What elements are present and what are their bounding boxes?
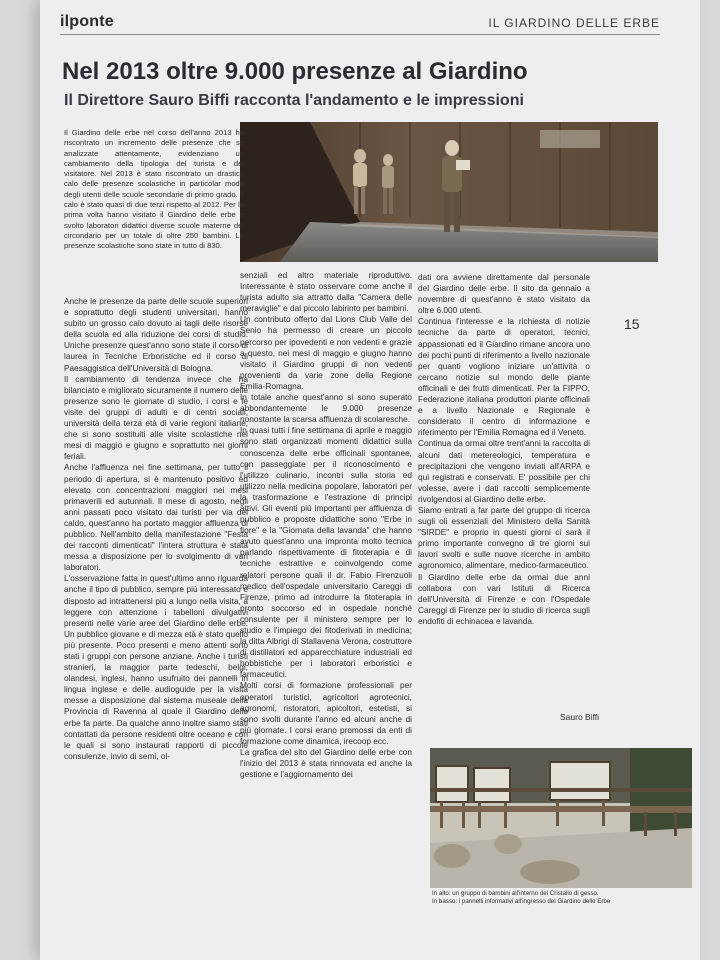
article-column-1	[64, 296, 248, 948]
article-headline: Nel 2013 oltre 9.000 presenze al Giardino	[62, 58, 528, 85]
article-paragraph: L'osservazione fatta in quest'ultimo anno riguarda anche il tipo di pubblico, sempre più interessato e disposto ad intrattenersi più a lungo nella visita, a leggere con attenzione i tabelloni divulgativi presenti nelle varie aree del Giardino delle erbe. Un pubblico giovane e di mezza età è stato quello più presente. Poco presenti e meno attenti sono stati i gruppi con persone anziane. Anche i turisti stranieri, la maggior parte tedeschi, belgi, olandesi, inglesi, hanno usufruito dei pannelli in lingua inglese e delle audioguide per la visita messe a disposizione dal sistema museale della Provincia di Ravenna al quale il Giardino delle erbe fa parte. Da qualche anno inoltre siamo stati contattati da persone residenti oltre oceano e con le quali si sono instaurati rapporti di piccole consulenze, invio di semi, ol-	[64, 573, 248, 761]
article-paragraph: Siamo entrati a far parte del gruppo di ricerca sugli oli essenziali del Ministero della Sanità "SIRDE" e proprio in questi giorni ci sarà il primo importante convegno di tre giorni sui lavori svolti e sulle nuove ricerche in ambito agronomico, alimentare, medico-farmaceutico.	[418, 504, 590, 571]
photo-info-panels	[430, 748, 692, 888]
article-paragraph: senziali ed altro materiale riproduttivo. Interessante è stato osservare come anche il turista adulto sia attratto dalla "Camera delle meraviglie" e dal piccolo labirinto per bambini.	[240, 270, 412, 314]
author-signature: Sauro Biffi	[560, 712, 600, 722]
article-paragraph: In totale anche quest'anno si sono superato abbondantemente le 9.000 presenze nonostante la scarsa affluenza di scolaresche.	[240, 392, 412, 425]
caption-line: In alto: un gruppo di bambini all'interno del Cristallo di gesso.	[432, 890, 599, 897]
article-paragraph: Continua l'interesse e la richiesta di notizie tecniche da parte di operatori, tecnici, appassionati ed il Giardino rimane ancora uno dei pochi punti di riferimento a livello nazionale per quanti vogliono iniziare un'attività o cercano notizie sul mondo delle piante officinali e dei frutti dimenticati. Per la FIPPO, Federazione italiana produttori piante officinali e a livello Nazionale e Regionale è considerato il centro di informazione e riferimento per l'Emilia Romagna ed il Veneto.	[418, 316, 590, 438]
article-paragraph: dati ora avviene direttamente dal personale del Giardino delle erbe. Il sito da gennaio a novembre di quest'anno è stato visitato da oltre 6.000 utenti.	[418, 272, 590, 316]
article-column-1-top	[64, 128, 244, 296]
article-paragraph: Anche l'affluenza nei fine settimana, per tutto il periodo di apertura, si è mantenuto positivo ed elevato con concentrazioni maggiori nei mesi primaverili ed autunnali. Il mese di agosto, negli anni passati poco visitato dai turisti per via del caldo, quest'anno ha portato maggior affluenza di pubblico. Nell'ambito della manifestazione "Festa dei racconti dimenticati" l'intera struttura è stata messa a disposizione per lo svolgimento di vari laboratori.	[64, 462, 248, 573]
article-paragraph: La grafica del sito del Giardino delle erbe con l'inizio del 2013 è stata rinnovata ed anche la gestione e l'aggiornamento dei	[240, 747, 412, 780]
article-column-3	[418, 272, 590, 720]
article-paragraph: Il cambiamento di tendenza invece che ha bilanciato e migliorato sicuramente il numero delle presenze sono le giornate di studio, i corsi e le visite dei gruppi di adulti e di centri sociali, università della terza età di varie regioni italiane, che si sono sostituiti alle visite scolastiche nei mesi di maggio e giugno e soprattutto nei giorni feriali.	[64, 373, 248, 462]
article-column-2	[240, 270, 412, 950]
photo-children-crystal	[240, 122, 658, 262]
section-title: IL GIARDINO DELLE ERBE	[488, 16, 660, 30]
magazine-logo: ilponte	[60, 13, 114, 30]
article-subhead: Il Direttore Sauro Biffi racconta l'andamento e le impressioni	[64, 92, 524, 109]
article-paragraph: Il Giardino delle erbe nel corso dell'anno 2013 ha riscontrato un incremento delle presenze che se analizzate attentamente, evidenziano un cambiamento della tipologia del turista e del visitatore. Nel 2013 è stato riscontrato un drastico calo delle presenze scolastiche in particolar modo degli utenti delle scuole secondarie di primo grado. Il calo è stato quasi di due terzi rispetto al 2012. Per la prima volta hanno visitato il Giardino delle erbe e svolto laboratori didattici diverse scuole materne del circondario per un totale di oltre 250 bambini. Le presenze scolastiche sono state in tutto di 830.	[64, 128, 244, 251]
article-paragraph: Il Giardino delle erbe da ormai due anni collabora con vari Istituti di Ricerca dell'Università di Firenze e con l'Ospedale Careggi di Firenze per lo studio di ricerca sugli endofiti di echinacea e lavanda.	[418, 571, 590, 626]
article-paragraph: Un contributo offerto dal Lions Club Valle del Senio ha permesso di creare un piccolo percorso per ipovedenti e non vedenti e grazie a questo, nei mesi di maggio e giugno hanno visitato il Giardino gruppi di non vedenti provenienti da varie zone della Regione Emilia-Romagna.	[240, 314, 412, 391]
masthead	[60, 12, 660, 35]
magazine-page	[40, 0, 700, 960]
page-number: 15	[624, 316, 640, 332]
article-paragraph: In quasi tutti i fine settimana di aprile e maggio sono stati organizzati momenti didattici sulla conoscenza delle erbe officinali spontanee, con passeggiate per il riconoscimento e l'utilizzo culinario, incontri sulla storia ed utilizzo nella medicina popolare, laboratori per la trasformazione e l'estrazione di principi attivi. Gli eventi più importanti per affluenza di pubblico e proposte didattiche sono "Erbe in fiore" e la "Giornata della lavanda" che hanno avuto quest'anno una impronta molto tecnica parlando rispettivamente di fitoterapia e di tecniche estrattive e coinvolgendo come relatori persone quali il dr. Fabio Firenzuoli medico dell'ospedale universitario Careggi di Firenze, primo ad introdurre la fitoterapia in pronto soccorso ed in ospedale nonché consulente per il ministero sempre per lo studio e l'impiego dei fitoderivati in medicina; la ditta Albrigi di Stallavena Verona, costruttore di distillatori ed apparecchiature industriali ed hobbistiche per i laboratori erboristici e farmaceutici.	[240, 425, 412, 680]
photo-caption	[432, 890, 694, 906]
article-paragraph: Molti corsi di formazione professionali per operatori turistici, agricoltori agrotecnici, agronomi, ristoratori, apicoltori, estetisti, si sono svolti durante l'anno ed alcuni anche di più giornate. I corsi erano promossi da enti di formazione come dinamica, irecoop ecc.	[240, 680, 412, 746]
article-paragraph: Anche le presenze da parte delle scuole superiori e soprattutto degli studenti universitari, hanno subito un grosso calo dovuto ai tagli delle risorse della scuola ed alla riduzione dei corsi di studio. Uniche presenze quest'anno sono state il corso di laurea in Tecniche Erboristiche ed il corso di Paesaggistica dell'Università di Bologna.	[64, 296, 248, 373]
article-paragraph: Continua da ormai oltre trent'anni la raccolta di alcuni dati metereologici, temperatura e precipitazioni che vengono inviati all'ARPA e qui registrati e conservati. E' possibile per chi volesse, avere i dati raccolti semplicemente rivolgendosi al Giardino delle erbe.	[418, 438, 590, 504]
caption-line: In basso: i pannelli informativi all'ingresso del Giardino delle Erbe	[432, 898, 611, 905]
